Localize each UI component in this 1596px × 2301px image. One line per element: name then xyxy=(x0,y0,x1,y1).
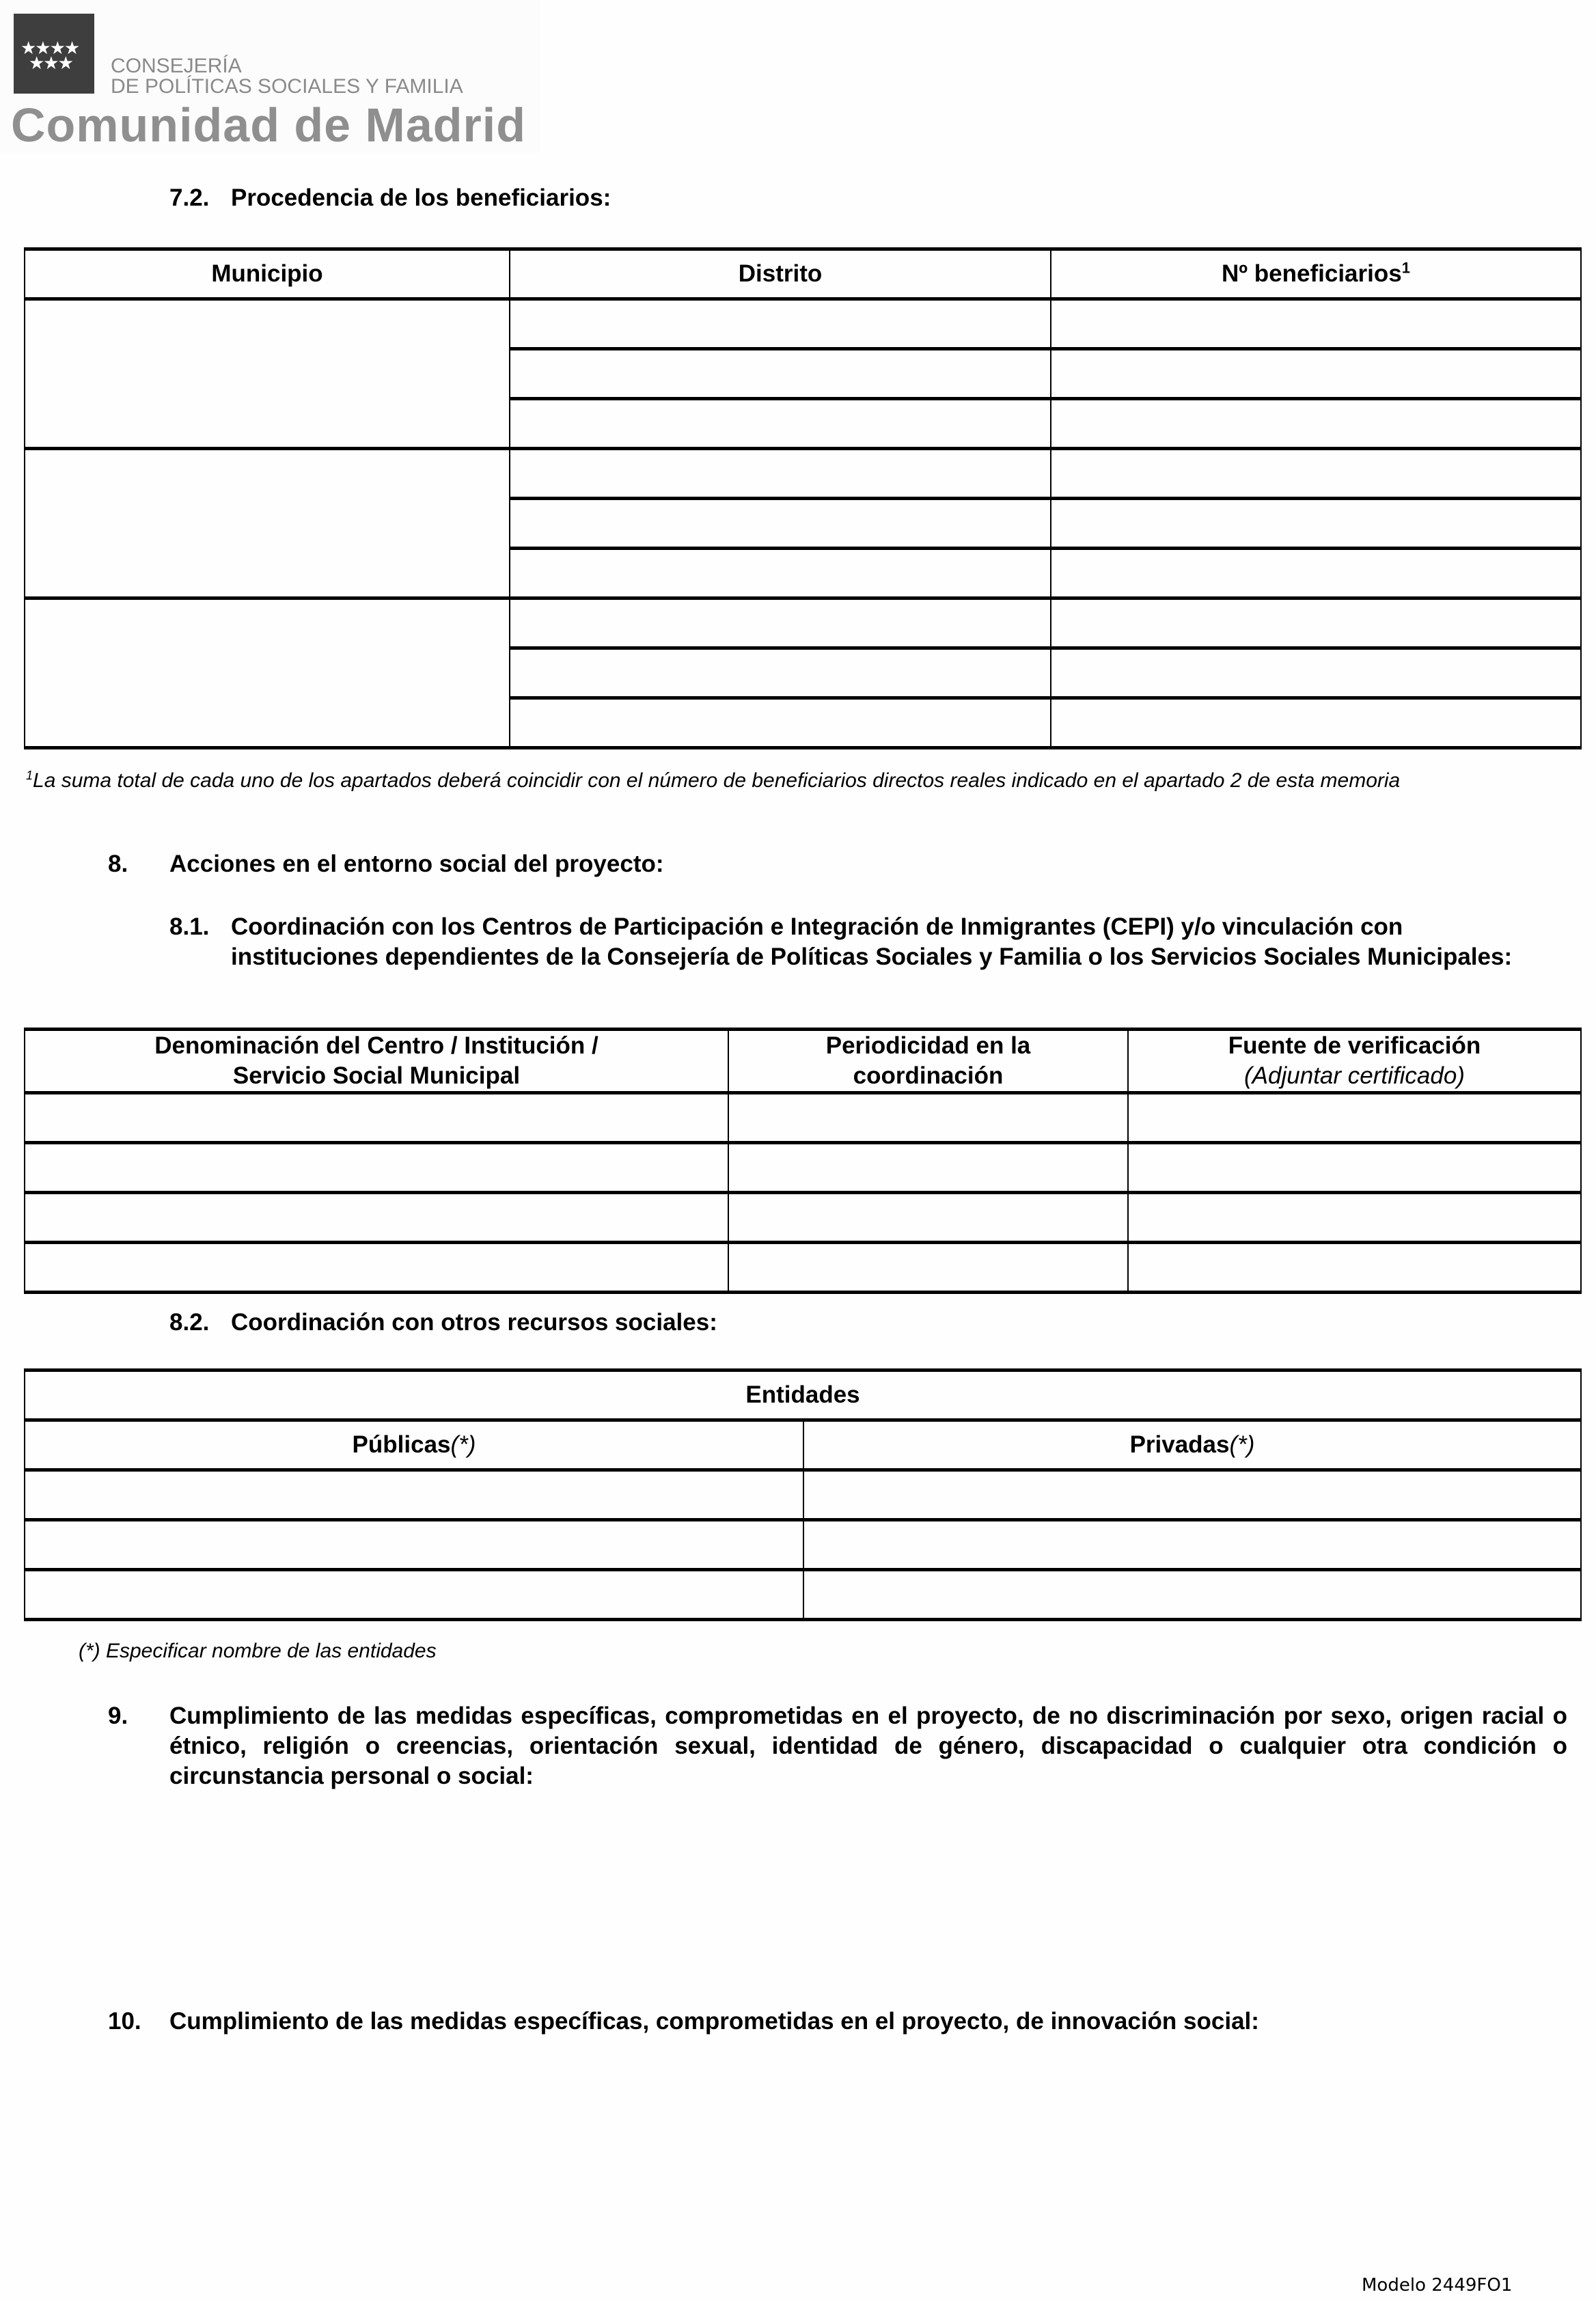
municipio-cell[interactable] xyxy=(25,299,510,449)
header-line-1: Periodicidad en la xyxy=(825,1032,1031,1059)
col-header-beneficiarios xyxy=(1051,249,1581,299)
denominacion-cell[interactable] xyxy=(25,1193,728,1243)
footnote-beneficiaries xyxy=(26,769,1591,793)
asterisk-marker: (*) xyxy=(450,1431,476,1458)
footnote-ref: 1 xyxy=(1401,259,1410,277)
consejeria-text xyxy=(111,56,463,97)
section-7-2-heading xyxy=(169,183,611,213)
section-title: Cumplimiento de las medidas específicas, comprometidas en el proyecto, de no discriminación por sexo, origen racial o étnico, religión o creencias, orientación sexual, identidad de género, discapacidad o cualquier otra condición o circunstancia personal o social: xyxy=(169,1703,1567,1789)
publicas-cell[interactable] xyxy=(25,1570,803,1620)
section-number: 8.2. xyxy=(169,1309,210,1336)
stars-row-2: ★★★ xyxy=(29,53,72,74)
col-header-publicas xyxy=(25,1420,803,1470)
section-number: 7.2. xyxy=(169,184,210,211)
beneficiarios-cell[interactable] xyxy=(1051,698,1581,748)
header-label: Públicas xyxy=(352,1431,451,1458)
section-10-answer-area[interactable] xyxy=(169,2050,1567,2241)
beneficiarios-cell[interactable] xyxy=(1051,349,1581,399)
denominacion-cell[interactable] xyxy=(25,1243,728,1293)
distrito-cell[interactable] xyxy=(510,648,1051,698)
footnote-text: La suma total de cada uno de los apartados deberá coincidir con el número de beneficiarios directos reales indicado en el apartado 2 de esta memoria xyxy=(33,769,1401,792)
header-logo xyxy=(0,0,540,154)
distrito-cell[interactable] xyxy=(510,698,1051,748)
section-8-heading xyxy=(108,849,664,879)
distrito-cell[interactable] xyxy=(510,549,1051,598)
periodicidad-cell[interactable] xyxy=(728,1143,1128,1193)
col-header-label: Nº beneficiarios xyxy=(1222,260,1402,287)
col-header-fuente xyxy=(1128,1030,1581,1093)
other-resources-table xyxy=(24,1368,1582,1621)
distrito-cell[interactable] xyxy=(510,299,1051,349)
municipio-cell[interactable] xyxy=(25,449,510,598)
section-number: 10. xyxy=(108,2008,141,2035)
section-number: 8.1. xyxy=(169,913,210,940)
beneficiarios-cell[interactable] xyxy=(1051,449,1581,499)
fuente-cell[interactable] xyxy=(1128,1093,1581,1143)
col-header-privadas xyxy=(803,1420,1581,1470)
distrito-cell[interactable] xyxy=(510,349,1051,399)
section-title: Coordinación con los Centros de Participación e Integración de Inmigrantes (CEPI) y/o vinculación con instituciones dependientes de la Consejería de Políticas Sociales y Familia o los Servicios Sociales Municipales: xyxy=(231,913,1513,970)
distrito-cell[interactable] xyxy=(510,399,1051,449)
section-title: Acciones en el entorno social del proyecto: xyxy=(169,851,664,877)
periodicidad-cell[interactable] xyxy=(728,1243,1128,1293)
header-hint: (Adjuntar certificado) xyxy=(1244,1062,1465,1089)
consejeria-line-1: CONSEJERÍA xyxy=(111,55,242,77)
header-line-1: Fuente de verificación xyxy=(1228,1032,1481,1059)
col-header-distrito: Distrito xyxy=(510,249,1051,299)
beneficiarios-cell[interactable] xyxy=(1051,399,1581,449)
entities-note: (*) Especificar nombre de las entidades xyxy=(79,1640,437,1662)
stars-row-1: ★★★★ xyxy=(20,38,79,59)
cepi-coordination-table xyxy=(24,1028,1582,1294)
beneficiarios-cell[interactable] xyxy=(1051,549,1581,598)
section-number: 9. xyxy=(108,1703,128,1729)
municipio-cell[interactable] xyxy=(25,598,510,748)
col-header-denominacion xyxy=(25,1030,728,1093)
section-9-heading xyxy=(108,1701,1567,1791)
denominacion-cell[interactable] xyxy=(25,1093,728,1143)
distrito-cell[interactable] xyxy=(510,449,1051,499)
beneficiaries-origin-table xyxy=(24,247,1582,749)
section-title: Cumplimiento de las medidas específicas, comprometidas en el proyecto, de innovación social: xyxy=(169,2008,1259,2035)
beneficiarios-cell[interactable] xyxy=(1051,299,1581,349)
publicas-cell[interactable] xyxy=(25,1470,803,1520)
publicas-cell[interactable] xyxy=(25,1520,803,1570)
section-10-heading xyxy=(108,2007,1259,2037)
section-number: 8. xyxy=(108,851,128,877)
stars-icon xyxy=(20,38,89,74)
privadas-cell[interactable] xyxy=(803,1520,1581,1570)
privadas-cell[interactable] xyxy=(803,1570,1581,1620)
beneficiarios-cell[interactable] xyxy=(1051,598,1581,648)
denominacion-cell[interactable] xyxy=(25,1143,728,1193)
periodicidad-cell[interactable] xyxy=(728,1193,1128,1243)
fuente-cell[interactable] xyxy=(1128,1143,1581,1193)
consejeria-line-2: DE POLÍTICAS SOCIALES Y FAMILIA xyxy=(111,75,463,98)
col-header-periodicidad xyxy=(728,1030,1128,1093)
section-title: Procedencia de los beneficiarios: xyxy=(231,184,611,211)
fuente-cell[interactable] xyxy=(1128,1243,1581,1293)
beneficiarios-cell[interactable] xyxy=(1051,499,1581,549)
header-line-1: Denominación del Centro / Institución / xyxy=(154,1032,598,1059)
header-line-2: coordinación xyxy=(853,1062,1004,1089)
org-name: Comunidad de Madrid xyxy=(11,98,526,152)
distrito-cell[interactable] xyxy=(510,598,1051,648)
section-8-1-heading xyxy=(169,912,1536,972)
fuente-cell[interactable] xyxy=(1128,1193,1581,1243)
section-9-answer-area[interactable] xyxy=(169,1804,1567,1981)
entidades-group-header: Entidades xyxy=(25,1370,1581,1420)
model-code: Modelo 2449FO1 xyxy=(1362,2275,1513,2296)
footnote-mark: 1 xyxy=(26,769,33,782)
distrito-cell[interactable] xyxy=(510,499,1051,549)
header-line-2: Servicio Social Municipal xyxy=(232,1062,521,1089)
header-label: Privadas xyxy=(1129,1431,1230,1458)
beneficiarios-cell[interactable] xyxy=(1051,648,1581,698)
periodicidad-cell[interactable] xyxy=(728,1093,1128,1143)
privadas-cell[interactable] xyxy=(803,1470,1581,1520)
section-8-2-heading xyxy=(169,1308,717,1338)
col-header-municipio: Municipio xyxy=(25,249,510,299)
asterisk-marker: (*) xyxy=(1229,1431,1255,1458)
section-title: Coordinación con otros recursos sociales: xyxy=(231,1309,717,1336)
